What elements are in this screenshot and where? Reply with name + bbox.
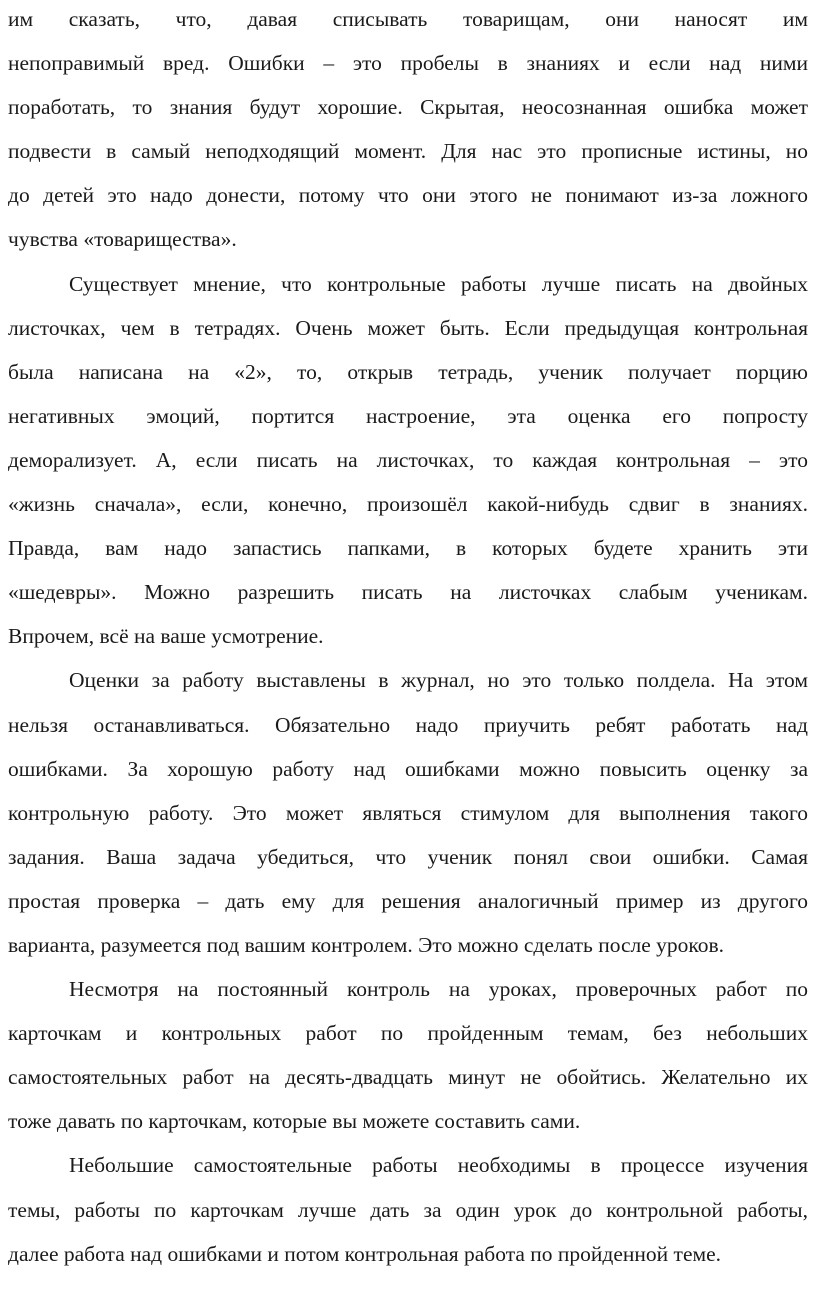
text-line: карточкам и контрольных работ по пройденным темам, без небольших — [8, 1021, 808, 1046]
text-line: негативных эмоций, портится настроение, эта оценка его попросту — [8, 403, 808, 428]
text-line: варианта, разумеется под вашим контролем. Это можно сделать после уроков. — [8, 932, 725, 957]
text-line: до детей это надо донести, потому что они этого не понимают из-за ложного — [8, 183, 808, 208]
paragraph — [8, 1143, 808, 1275]
text-line: поработать, то знания будут хорошие. Скрытая, неосознанная ошибка может — [8, 95, 808, 120]
text-line: «жизнь сначала», если, конечно, произошёл какой-нибудь сдвиг в знаниях. — [8, 492, 808, 517]
text-line: Впрочем, всё на ваше усмотрение. — [8, 624, 324, 649]
text-line: была написана на «2», то, открыв тетрадь, ученик получает порцию — [8, 359, 808, 384]
text-line: ошибками. За хорошую работу над ошибками можно повысить оценку за — [8, 756, 808, 781]
paragraph — [8, 262, 808, 659]
text-line: «шедевры». Можно разрешить писать на листочках слабым ученикам. — [8, 580, 808, 605]
text-line: Оценки за работу выставлены в журнал, но это только полдела. На этом — [69, 668, 808, 693]
text-line: контрольную работу. Это может являться стимулом для выполнения такого — [8, 800, 808, 825]
text-line: темы, работы по карточкам лучше дать за один урок до контрольной работы, — [8, 1197, 808, 1222]
paragraph — [8, 0, 808, 262]
text-line: нельзя останавливаться. Обязательно надо приучить ребят работать над — [8, 712, 808, 737]
text-line: Существует мнение, что контрольные работы лучше писать на двойных — [69, 271, 808, 296]
text-line: тоже давать по карточкам, которые вы можете составить сами. — [8, 1109, 581, 1134]
text-line: Правда, вам надо запастись папками, в которых будете хранить эти — [8, 536, 808, 561]
paragraph — [8, 658, 808, 967]
text-line: им сказать, что, давая списывать товарищам, они наносят им — [8, 7, 808, 31]
text-line: самостоятельных работ на десять-двадцать минут не обойтись. Желательно их — [8, 1065, 808, 1090]
text-line: листочках, чем в тетрадях. Очень может быть. Если предыдущая контрольная — [8, 315, 808, 340]
paragraph — [8, 967, 808, 1143]
text-line: Небольшие самостоятельные работы необходимы в процессе изучения — [69, 1153, 808, 1178]
text-line: Несмотря на постоянный контроль на уроках, проверочных работ по — [69, 977, 808, 1002]
text-line: чувства «товарищества». — [8, 227, 237, 252]
text-line: далее работа над ошибками и потом контрольная работа по пройденной теме. — [8, 1241, 722, 1266]
text-line: деморализует. А, если писать на листочках, то каждая контрольная – это — [8, 447, 808, 472]
text-line: непоправимый вред. Ошибки – это пробелы в знаниях и если над ними — [8, 51, 808, 76]
text-line: подвести в самый неподходящий момент. Для нас это прописные истины, но — [8, 139, 808, 164]
text-line: простая проверка – дать ему для решения аналогичный пример из другого — [8, 888, 808, 913]
text-line: задания. Ваша задача убедиться, что ученик понял свои ошибки. Самая — [8, 844, 808, 869]
document-page — [8, 0, 808, 1301]
